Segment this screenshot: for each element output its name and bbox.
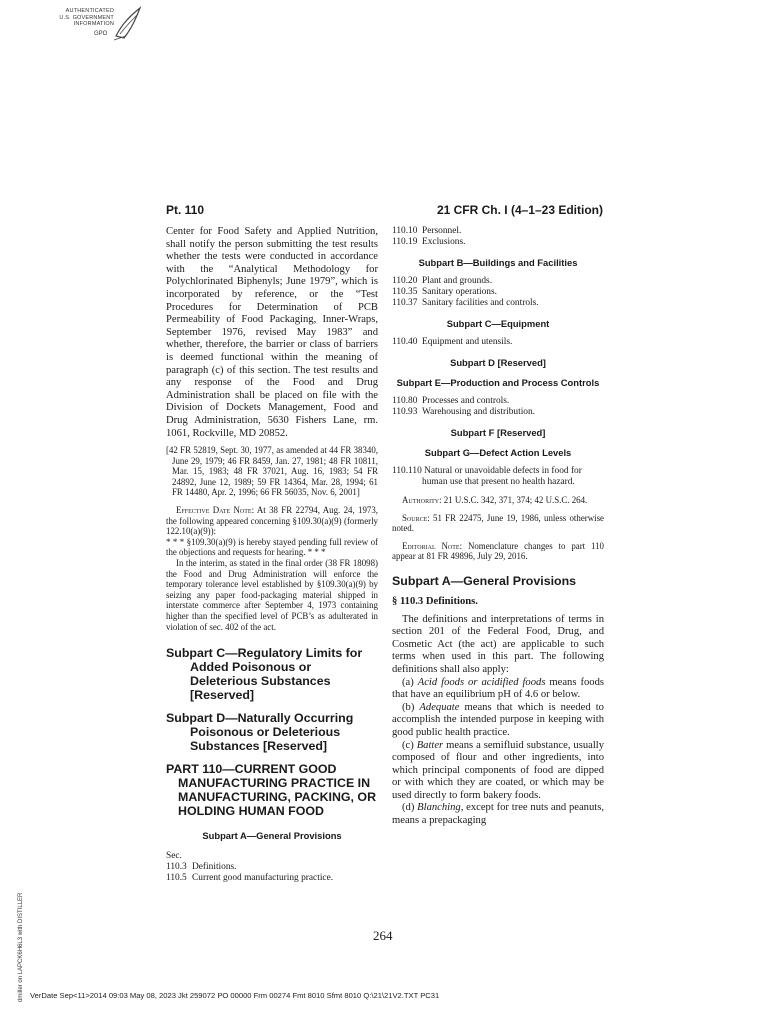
gpo-logo xyxy=(26,6,144,44)
def-text: except for tree nuts and peanuts, means a prepackaging xyxy=(392,802,604,827)
section-heading: § 110.3 Definitions. xyxy=(392,595,478,607)
subpart-d-heading: Subpart D—Naturally Occurring Poisonous or Deleterious Substances [Reserved] xyxy=(166,711,354,754)
authority-text: 21 U.S.C. 342, 371, 374; 42 U.S.C. 264. xyxy=(441,495,588,505)
subpart-g-heading: Subpart G—Defect Action Levels xyxy=(424,447,572,458)
toc-num: 110.5 xyxy=(166,873,187,884)
effective-date-note xyxy=(166,505,378,537)
part-title: PART 110—CURRENT GOOD MANUFACTURING PRACTICE IN MANUFACTURING, PACKING, OR HOLDING HUMAN FOOD xyxy=(166,762,377,819)
eagle-icon xyxy=(112,6,144,44)
toc-num: 110.93 xyxy=(392,407,418,417)
def-term: Blanching, xyxy=(417,802,464,814)
toc-title: Equipment and utensils. xyxy=(422,337,513,347)
logo-line: INFORMATION xyxy=(73,21,114,27)
citation: [42 FR 52819, Sept. 30, 1977, as amended at 44 FR 38340, June 29, 1979; 46 FR 8459, Jan. 27, 1981; 48 FR 10811, Mar. 15, 1983; 48 FR 37021, Aug. 16, 1983; 54 FR 24892, June 12, 1989; 59 FR 14364, Mar. 28, 1994; 61 FR 14480, Apr. 2, 1996; 66 FR 56035, Nov. 6, 2001] xyxy=(166,445,378,498)
running-header-right: 21 CFR Ch. I (4–1–23 Edition) xyxy=(436,203,603,217)
def-marker: (c) xyxy=(402,739,417,751)
def-text: means that which is needed to accomplish the intended purpose in keeping with good public health practice. xyxy=(392,701,604,738)
def-term: Batter xyxy=(416,739,444,751)
definition-b xyxy=(392,702,604,740)
sec-label: Sec. xyxy=(166,851,182,862)
toc-list xyxy=(166,862,378,884)
definition-a xyxy=(392,677,604,702)
subpart-e-heading: Subpart E—Production and Process Controls xyxy=(396,377,600,388)
interim-note: In the interim, as stated in the final order (38 FR 18098) the Food and Drug Administration will enforce the temporary tolerance level established by §109.30(a)(9) by seizing any paper food-packaging material shipped in interstate commerce after September 4, 1973 containing higher than the specified level of PCB’s as adulterated in violation of sec. 402 of the act. xyxy=(166,558,378,632)
subpart-b-heading: Subpart B—Buildings and Facilities xyxy=(418,257,578,268)
toc-title: Definitions. xyxy=(192,862,237,873)
running-header-left: Pt. 110 xyxy=(166,203,205,217)
definition-d xyxy=(392,802,604,827)
subpart-a-heading: Subpart A—General Provisions xyxy=(392,573,577,588)
def-marker: (d) xyxy=(402,802,418,814)
toc-item[interactable] xyxy=(392,287,604,298)
editorial-note xyxy=(392,541,604,562)
def-text: means foods that have an equilibrium pH of 4.6 or below. xyxy=(392,676,604,701)
subpart-f-heading: Subpart F [Reserved] xyxy=(450,427,546,438)
toc-item[interactable] xyxy=(392,407,604,418)
footer-metadata: VerDate Sep<11>2014 09:03 May 08, 2023 Jkt 259072 PO 00000 Frm 00274 Fmt 8010 Sfmt 8010 Q:\21\21V2.TXT PC31 xyxy=(30,991,440,1000)
toc-num: 110.3 xyxy=(166,862,187,873)
toc-title: Personnel. xyxy=(422,226,462,236)
source-note xyxy=(392,513,604,534)
note-label: Effective Date Note: xyxy=(176,505,255,516)
toc-title: Plant and grounds. xyxy=(422,276,493,286)
toc-item[interactable] xyxy=(392,276,604,287)
toc-item[interactable] xyxy=(392,298,604,309)
editorial-label: Editorial Note: xyxy=(402,540,463,551)
toc-item-110-110[interactable]: 110.110 Natural or unavoidable defects in food for human use that present no health hazard. xyxy=(392,466,582,487)
toc-list-e xyxy=(392,396,604,418)
authority-label: Authority: xyxy=(402,495,442,505)
def-term: Adequate xyxy=(419,701,460,713)
note-text: At 38 FR 22794, Aug. 24, 1973, the following appeared concerning §109.30(a)(9) (formerly 122.10(a)(9)): xyxy=(166,505,378,537)
right-column xyxy=(392,226,604,828)
logo-gpo: GPO xyxy=(94,31,108,37)
body-paragraph: Center for Food Safety and Applied Nutrition, shall notify the person submitting the test results whether the tests were conducted in accordance with the “Analytical Methodology for Polychlorinated Biphenyls; June 1979”, which is incorporated by reference, or the “Test Procedures for Determination of PCB Permeability of Food Packaging, Inner-Wraps, September 1976, revised May 1983” and whether, therefore, the barrier or class of barriers is deemed functional within the meaning of paragraph (c) of this section. The test results and any response of the Food and Drug Administration shall be placed on file with the Division of Dockets Management, Food and Drug Administration, 5630 Fishers Lane, rm. 1061, Rockville, MD 20852. xyxy=(166,226,378,439)
toc-title: Current good manufacturing practice. xyxy=(192,873,334,884)
toc-title: Processes and controls. xyxy=(422,396,510,406)
toc-num: 110.40 xyxy=(392,337,418,347)
toc-num: 110.19 xyxy=(392,237,418,247)
toc-num: 110.10 xyxy=(392,226,418,236)
toc-item[interactable] xyxy=(392,396,604,407)
def-text: means a semifluid substance, usually composed of flour and other ingredients, into which principal components of food are dipped or with which they are coated, or which may be used directly to form bakery foods. xyxy=(392,739,604,801)
toc-title: Sanitary operations. xyxy=(422,287,497,297)
toc-title: Sanitary facilities and controls. xyxy=(422,298,539,308)
toc-item[interactable] xyxy=(392,237,604,248)
toc-title: Warehousing and distribution. xyxy=(422,407,536,417)
subpart-c-heading: Subpart C—Regulatory Limits for Added Poisonous or Deleterious Substances [Reserved] xyxy=(166,646,363,703)
subpart-d-toc-heading: Subpart D [Reserved] xyxy=(450,357,546,368)
def-marker: (b) xyxy=(402,701,420,713)
left-column xyxy=(166,226,378,884)
source-label: Source: xyxy=(402,512,430,523)
logo-line: AUTHENTICATED xyxy=(65,8,114,14)
def-term: Acid foods or acidified foods xyxy=(417,676,546,688)
toc-list-c xyxy=(392,337,604,348)
logo-line: U.S. GOVERNMENT xyxy=(59,14,114,21)
toc-list-a xyxy=(392,226,604,248)
vertical-side-note: dmiller on LAPCK6H6L3 with DISTILLER xyxy=(18,892,24,1002)
editorial-text: Nomenclature changes to part 110 appear at 81 FR 49896, July 29, 2016. xyxy=(392,540,604,562)
definitions-intro: The definitions and interpretations of terms in section 201 of the Federal Food, Drug, and Cosmetic Act (the act) are applicable to such terms when used in this part. The following definitions shall also apply: xyxy=(392,613,604,675)
toc-item[interactable] xyxy=(166,873,378,884)
authority-note xyxy=(392,495,604,506)
subpart-c-toc-heading: Subpart C—Equipment xyxy=(446,318,550,329)
source-text: 51 FR 22475, June 19, 1986, unless otherwise noted. xyxy=(392,512,604,534)
toc-num: 110.80 xyxy=(392,396,418,406)
toc-item[interactable] xyxy=(392,337,604,348)
toc-num: 110.35 xyxy=(392,287,418,297)
toc-list-b xyxy=(392,276,604,309)
note-quote: * * * §109.30(a)(9) is hereby stayed pending full review of the objections and requests for hearing. * * * xyxy=(166,536,378,558)
toc-num: 110.37 xyxy=(392,298,418,308)
def-marker: (a) xyxy=(402,676,418,688)
subpart-a-toc-heading: Subpart A—General Provisions xyxy=(202,830,342,842)
toc-item[interactable] xyxy=(392,226,604,237)
logo-text xyxy=(26,8,114,28)
toc-num: 110.20 xyxy=(392,276,418,286)
toc-title: Exclusions. xyxy=(422,237,466,247)
page-number: 264 xyxy=(373,928,393,943)
toc-item[interactable] xyxy=(166,862,378,873)
definition-c xyxy=(392,740,604,803)
